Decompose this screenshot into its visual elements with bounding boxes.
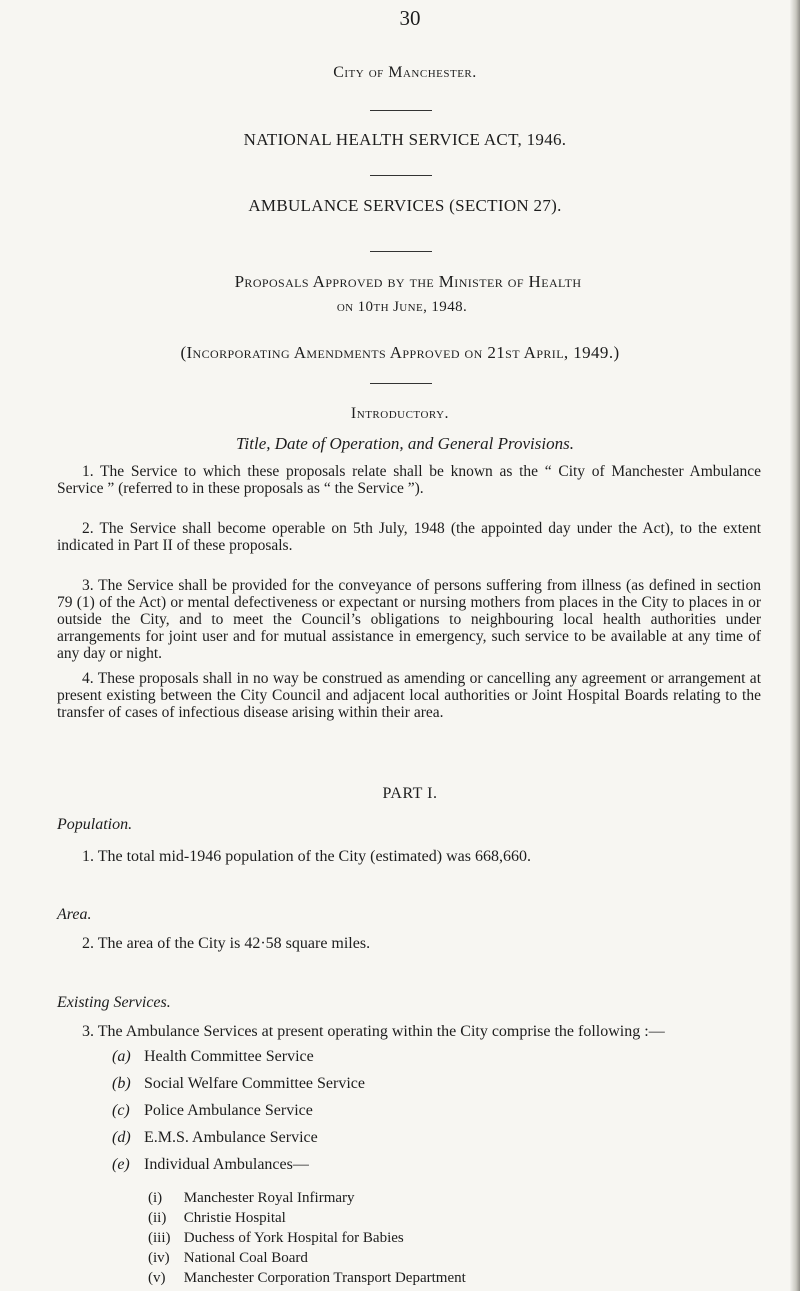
city-heading: City of Manchester. — [333, 64, 477, 81]
paragraph: 2. The Service shall become operable on 5th July, 1948 (the appointed day under the Act), to the extent indicated in Part II of these proposals. — [57, 520, 761, 554]
act-heading: NATIONAL HEALTH SERVICE ACT, 1946. — [243, 130, 567, 149]
population-text: 1. The total mid-1946 population of the City (estimated) was 668,660. — [82, 848, 531, 865]
part-heading: PART I. — [382, 785, 438, 802]
list-item — [112, 1102, 313, 1120]
existing-services-text: 3. The Ambulance Services at present operating within the City comprise the following :— — [82, 1023, 665, 1040]
sub-list-item-text: Christie Hospital — [183, 1210, 286, 1226]
list-item-label: (e) — [112, 1156, 130, 1173]
list-item-text: Social Welfare Committee Service — [144, 1075, 366, 1092]
sub-list-item — [148, 1270, 466, 1287]
list-item-text: E.M.S. Ambulance Service — [144, 1129, 318, 1146]
sub-list-item-text: Manchester Corporation Transport Department — [183, 1270, 466, 1286]
divider-rule — [370, 251, 432, 252]
divider-rule — [370, 383, 432, 384]
introductory-heading: Introductory. — [350, 405, 450, 422]
paragraph: 4. These proposals shall in no way be construed as amending or cancelling any agreement or arrangement at present existing between the City Council and adjacent local authorities or Joint Hospital Boards relating to the transfer of cases of infectious disease arising within their area. — [57, 670, 761, 721]
divider-rule — [370, 175, 432, 176]
list-item-label: (c) — [112, 1102, 130, 1119]
paragraph: 1. The Service to which these proposals relate shall be known as the “ City of Manchester Ambulance Service ” (referred to in these proposals as “ the Service ”). — [57, 463, 761, 497]
sub-list-item — [148, 1230, 404, 1247]
list-item — [112, 1129, 318, 1147]
list-item — [112, 1048, 314, 1066]
sub-list-item — [148, 1210, 286, 1227]
list-item-text: Individual Ambulances— — [144, 1156, 309, 1173]
list-item-label: (a) — [112, 1048, 131, 1065]
amendments-note: (Incorporating Amendments Approved on 21st April, 1949.) — [180, 343, 620, 362]
sub-list-item-label: (iii) — [148, 1230, 171, 1246]
section-heading: AMBULANCE SERVICES (SECTION 27). — [248, 196, 562, 215]
list-item-text: Health Committee Service — [144, 1048, 314, 1065]
sub-list-item — [148, 1250, 308, 1267]
existing-services-heading: Existing Services. — [57, 994, 171, 1011]
introductory-subheading: Title, Date of Operation, and General Provisions. — [236, 434, 574, 453]
proposals-date: on 10th June, 1948. — [336, 299, 468, 315]
page-number: 30 — [399, 6, 421, 30]
proposals-heading: Proposals Approved by the Minister of Health — [234, 272, 582, 291]
sub-list-item-text: National Coal Board — [183, 1250, 308, 1266]
sub-list-item-label: (ii) — [148, 1210, 167, 1226]
paragraph: 3. The Service shall be provided for the conveyance of persons suffering from illness (as defined in section 79 (1) of the Act) or mental defectiveness or expectant or nursing mothers from places in the City to places in or outside the City, and to meet the Council’s obligations to neighbouring local health authorities under arrangements for joint user and for mutual assistance in emergency, such service to be available at any time of any day or night. — [57, 577, 761, 662]
list-item-label: (b) — [112, 1075, 131, 1092]
area-heading: Area. — [57, 906, 92, 923]
sub-list-item — [148, 1190, 355, 1207]
list-item-text: Police Ambulance Service — [144, 1102, 313, 1119]
page-edge-shadow — [790, 0, 800, 1291]
sub-list-item-label: (i) — [148, 1190, 163, 1206]
area-text: 2. The area of the City is 42·58 square miles. — [82, 935, 371, 952]
sub-list-item-label: (v) — [148, 1270, 166, 1286]
divider-rule — [370, 110, 432, 111]
list-item — [112, 1156, 309, 1174]
population-heading: Population. — [57, 816, 133, 833]
list-item — [112, 1075, 365, 1093]
sub-list-item-text: Manchester Royal Infirmary — [183, 1190, 355, 1206]
sub-list-item-label: (iv) — [148, 1250, 170, 1266]
list-item-label: (d) — [112, 1129, 131, 1146]
sub-list-item-text: Duchess of York Hospital for Babies — [183, 1230, 404, 1246]
